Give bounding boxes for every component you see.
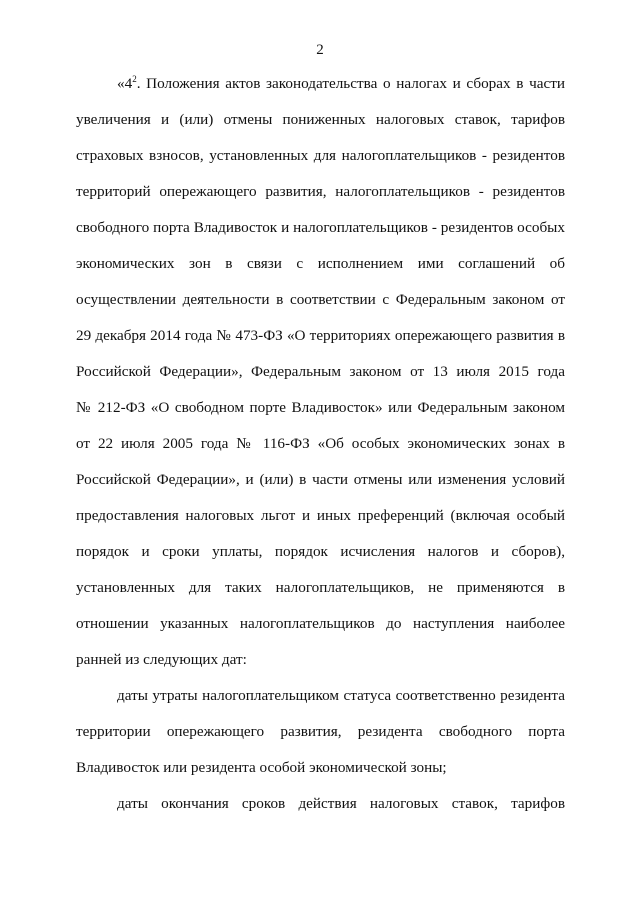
text-line: предоставления налоговых льгот и иных преференций (включая особый — [76, 507, 565, 524]
text-line: ранней из следующих дат: — [76, 651, 247, 668]
item-number-superscript: 2 — [132, 74, 137, 84]
text-line: увеличения и (или) отмены пониженных налоговых ставок, тарифов — [76, 111, 565, 128]
text-line: осуществлении деятельности в соответствии с Федеральным законом от — [76, 291, 565, 308]
paragraph-text: . Положения актов законодательства о налогах и сборах в части — [136, 75, 565, 92]
item-number: «4 — [117, 75, 133, 92]
text-line: установленных для таких налогоплательщиков, не применяются в — [76, 579, 565, 596]
text-line: свободного порта Владивосток и налогоплательщиков - резидентов особых — [76, 219, 565, 236]
text-line: страховых взносов, установленных для налогоплательщиков - резидентов — [76, 147, 565, 164]
text-line: от 22 июля 2005 года № 116-ФЗ «Об особых экономических зонах в — [76, 435, 565, 452]
text-line: порядок и сроки уплаты, порядок исчисления налогов и сборов), — [76, 543, 565, 560]
text-line: даты окончания сроков действия налоговых ставок, тарифов — [117, 795, 565, 812]
page-number: 2 — [316, 42, 324, 58]
text-line: даты утраты налогоплательщиком статуса соответственно резидента — [117, 687, 565, 704]
paragraph-first-line — [117, 74, 565, 94]
text-line: Владивосток или резидента особой экономической зоны; — [76, 759, 447, 776]
text-line: № 212-ФЗ «О свободном порте Владивосток» или Федеральным законом — [76, 399, 565, 416]
text-line: отношении указанных налогоплательщиков до наступления наиболее — [76, 615, 565, 632]
text-line: территории опережающего развития, резидента свободного порта — [76, 723, 565, 740]
text-line: Российской Федерации», и (или) в части отмены или изменения условий — [76, 471, 565, 488]
text-line: территорий опережающего развития, налогоплательщиков - резидентов — [76, 183, 565, 200]
text-line: 29 декабря 2014 года № 473-ФЗ «О территориях опережающего развития в — [76, 327, 565, 344]
text-line: Российской Федерации», Федеральным законом от 13 июля 2015 года — [76, 363, 565, 380]
text-line: экономических зон в связи с исполнением ими соглашений об — [76, 255, 565, 272]
